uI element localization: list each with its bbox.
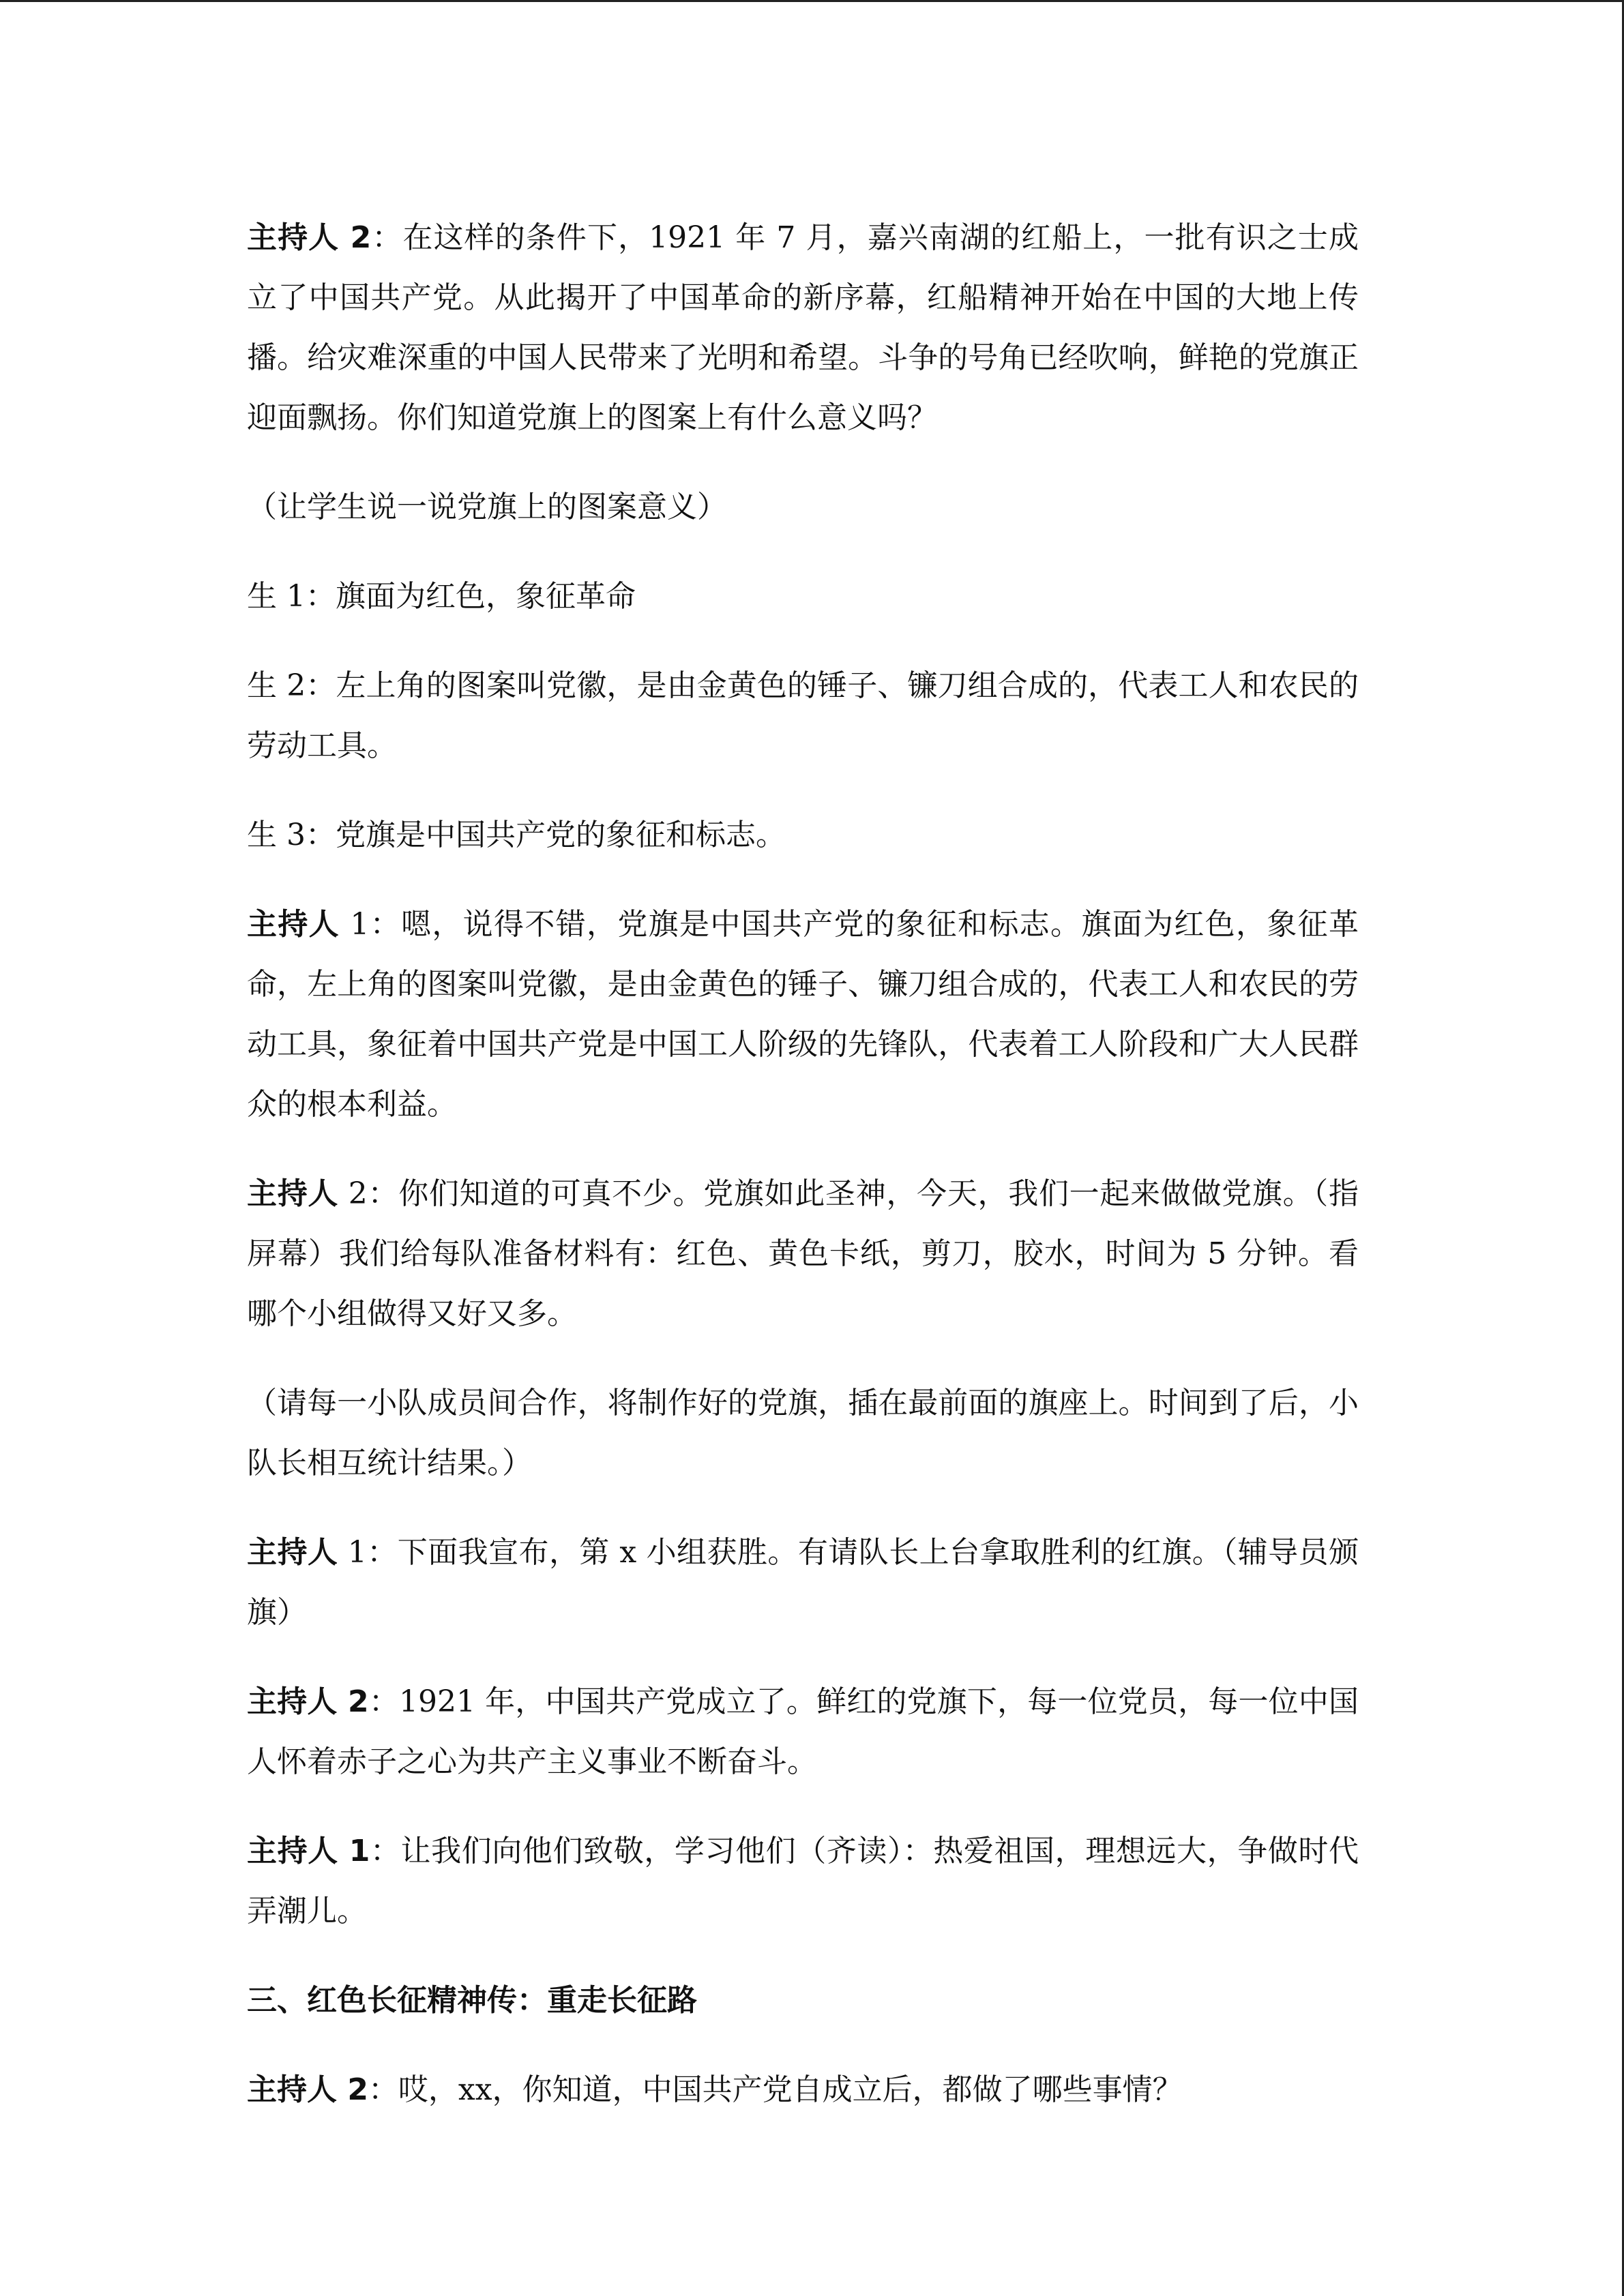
paragraph-text: （请每一小队成员间合作，将制作好的党旗，插在最前面的旗座上。时间到了后，小队长相互统计结果。） [247, 1386, 1359, 1480]
paragraph-text: ：1921 年，中国共产党成立了。鲜红的党旗下，每一位党员，每一位中国人怀着赤子之心为共产主义事业不断奋斗。 [247, 1684, 1359, 1779]
paragraph-text: 生 2：左上角的图案叫党徽，是由金黄色的锤子、镰刀组合成的，代表工人和农民的劳动工具。 [247, 668, 1359, 763]
speaker-label: 主持人 [247, 907, 340, 942]
paragraph-text: ：让我们向他们致敬，学习他们（齐读）：热爱祖国，理想远大，争做时代弄潮儿。 [247, 1834, 1359, 1928]
paragraph-student-2 [247, 656, 1359, 776]
paragraph-student-3 [247, 805, 1359, 865]
paragraph-host1-flag-meaning [247, 895, 1359, 1135]
paragraph-text: 生 3：党旗是中国共产党的象征和标志。 [247, 818, 786, 852]
paragraph-host1-salute [247, 1821, 1359, 1941]
page-top-border [0, 0, 1624, 2]
paragraph-text: （让学生说一说党旗上的图案意义） [247, 490, 727, 524]
paragraph-text: ：哎，xx，你知道，中国共产党自成立后，都做了哪些事情？ [368, 2072, 1183, 2107]
speaker-label: 主持人 2 [247, 2072, 368, 2107]
paragraph-team-instructions [247, 1373, 1359, 1493]
speaker-label: 主持人 [247, 1176, 339, 1211]
paragraph-text: 1：嗯，说得不错，党旗是中国共产党的象征和标志。旗面为红色，象征革命，左上角的图案叫党徽，是由金黄色的锤子、镰刀组合成的，代表工人和农民的劳动工具，象征着中国共产党是中国工人阶级的先锋队，代表着工人阶段和广大人民群众的根本利益。 [247, 907, 1359, 1122]
speaker-label: 主持人 2 [247, 220, 372, 255]
paragraph-text: 1：下面我宣布，第 x 小组获胜。有请队长上台拿取胜利的红旗。（辅导员颁旗） [247, 1535, 1359, 1630]
paragraph-stage-direction [247, 477, 1359, 537]
paragraph-text: 2：你们知道的可真不少。党旗如此圣神，今天，我们一起来做做党旗。（指屏幕）我们给每队准备材料有：红色、黄色卡纸，剪刀，胶水，时间为 5 分钟。看哪个小组做得又好又多。 [247, 1176, 1359, 1331]
speaker-label: 主持人 [247, 1535, 338, 1570]
paragraph-text: ：在这样的条件下，1921 年 7 月，嘉兴南湖的红船上，一批有识之士成立了中国共产党。从此揭开了中国革命的新序幕，红船精神开始在中国的大地上传播。给灾难深重的中国人民带来了光明和希望。斗争的号角已经吹响，鲜艳的党旗正迎面飘扬。你们知道党旗上的图案上有什么意义吗？ [247, 220, 1359, 435]
paragraph-student-1 [247, 567, 1359, 627]
speaker-label: 主持人 2 [247, 1684, 369, 1719]
paragraph-host2-red-boat [247, 208, 1359, 448]
paragraph-text: 生 1：旗面为红色，象征革命 [247, 579, 636, 614]
paragraph-host1-winner [247, 1523, 1359, 1643]
paragraph-host2-make-flag [247, 1164, 1359, 1344]
document-body [247, 208, 1359, 2149]
section-heading: 三、红色长征精神传：重走长征路 [247, 1983, 697, 2018]
speaker-label: 主持人 1 [247, 1834, 370, 1868]
paragraph-host2-question [247, 2060, 1359, 2120]
paragraph-host2-founding [247, 1672, 1359, 1792]
